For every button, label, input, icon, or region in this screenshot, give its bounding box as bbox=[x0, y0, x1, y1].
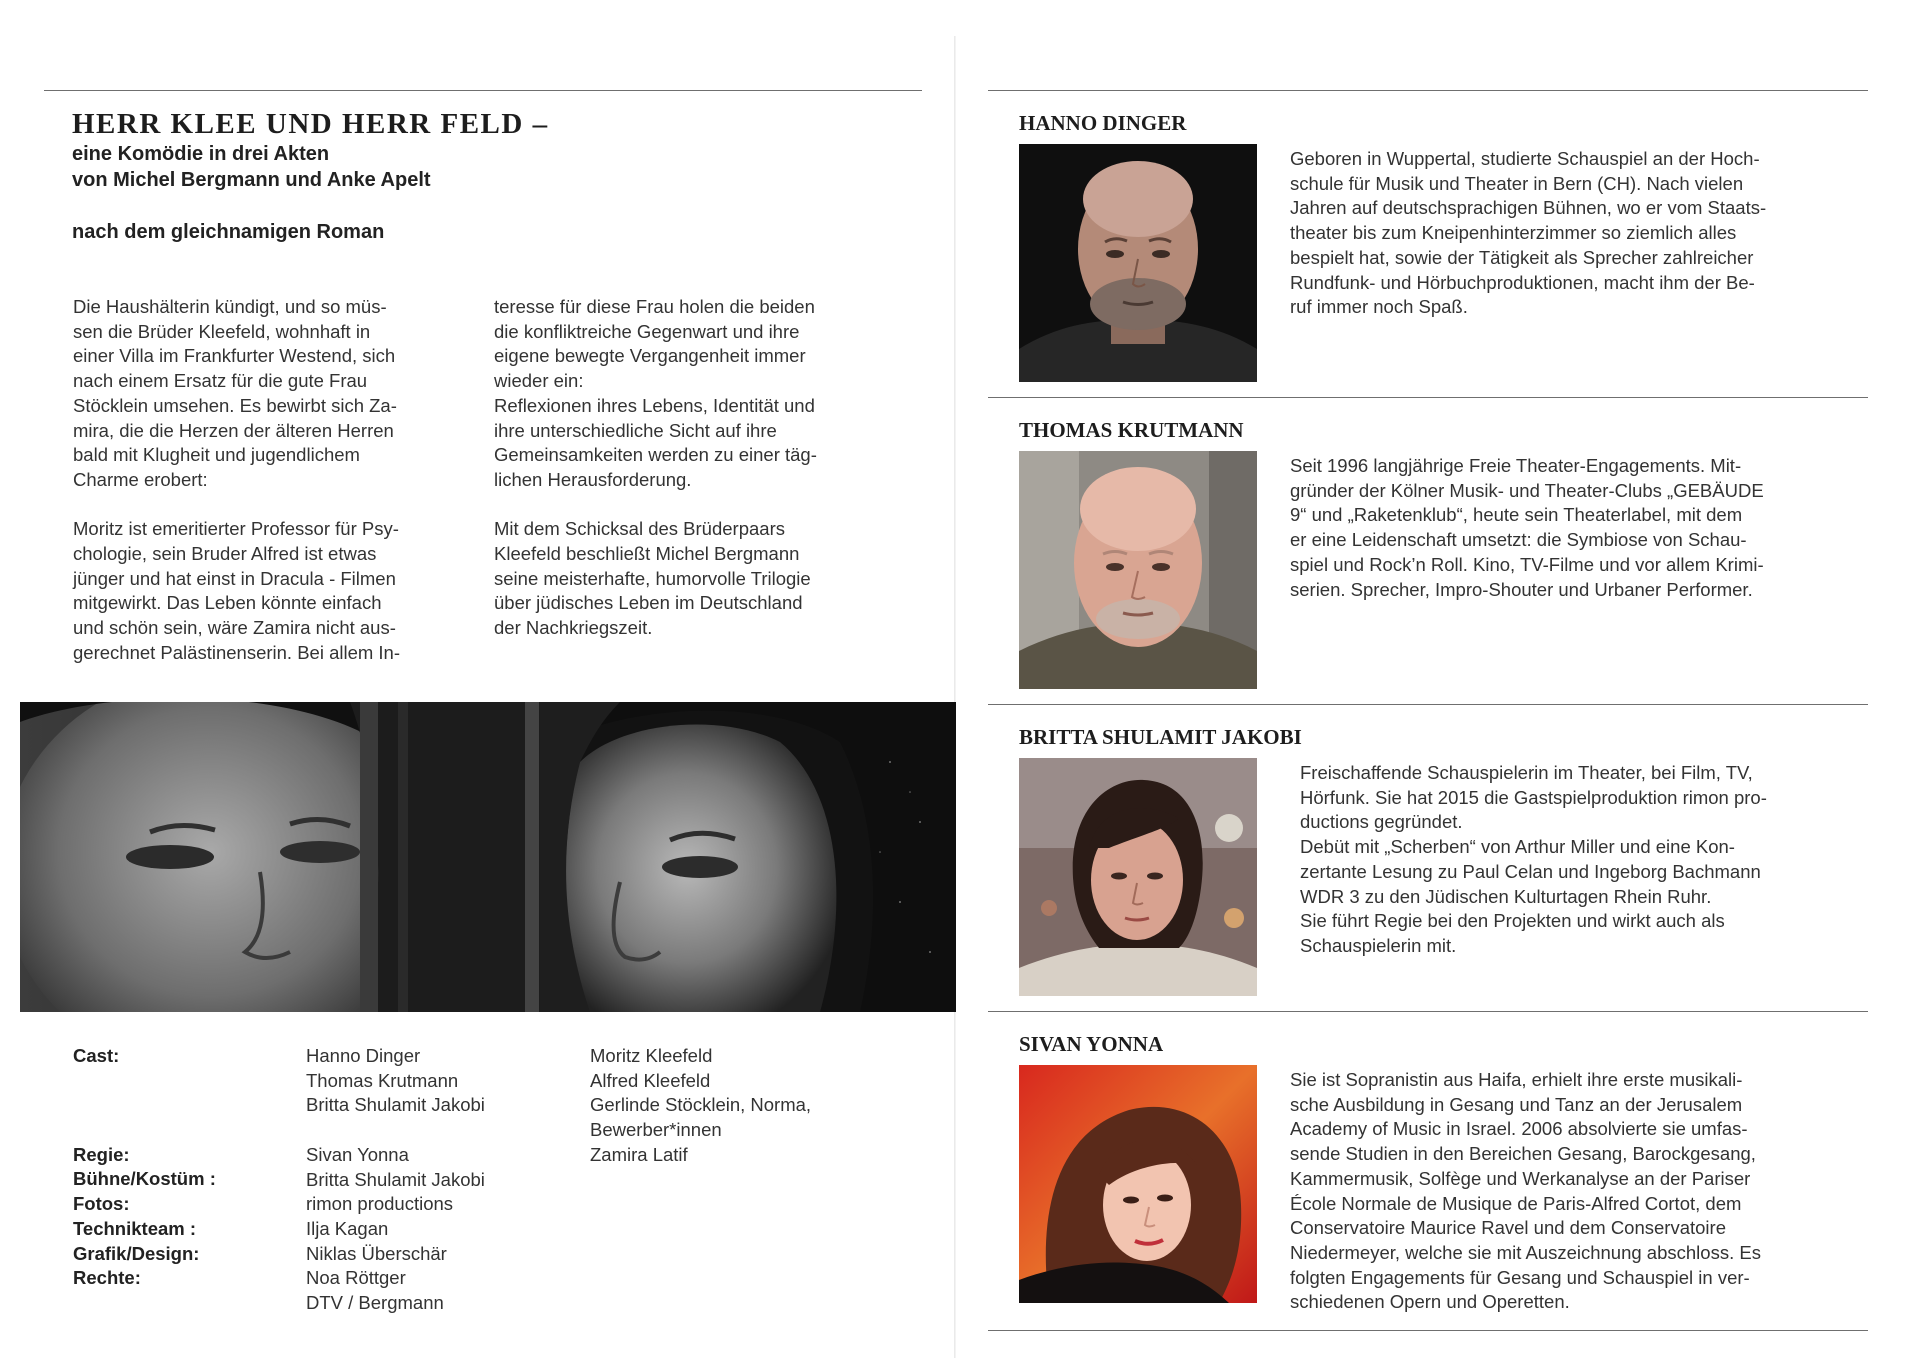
cast-actor: Britta Shulamit Jakobi bbox=[306, 1094, 485, 1116]
actor-rule bbox=[988, 1011, 1868, 1012]
team-value: Noa Röttger bbox=[306, 1267, 406, 1289]
cast-role: Alfred Kleefeld bbox=[590, 1069, 711, 1091]
synopsis-column-2: teresse für diese Frau holen die beiden die konfliktreiche Gegenwart und ihre eigene bewegte Vergangenheit immer wieder ein: Reflexionen ihres Lebens, Identität und ihre unterschiedliche Sicht auf ihre Gemeinsamkeiten werden zu einer täg- lichen Herausforderung. Mit dem Schicksal des Brüderpaars Kleefeld beschließt Michel Bergmann seine meisterhafte, humorvolle Trilogie über jüdisches Leben im Deutschland der Nachkriegszeit. bbox=[494, 296, 817, 639]
production-photo bbox=[20, 702, 956, 1012]
team-value: Ilja Kagan bbox=[306, 1217, 389, 1239]
actor-bio: Geboren in Wuppertal, studierte Schauspiel an der Hoch- schule für Musik und Theater in Bern (CH). Nach vielen Jahren auf deutschsprachigen Bühnen, wo er vom Staats- theater bis zum Kneipenhinterzimmer so ziemlich alles bespielt hat, sowie der Tätigkeit als Sprecher zahlreicher Rundfunk- und Hörbuchproduktionen, macht ihm der Be- ruf immer noch Spaß. bbox=[1290, 148, 1767, 318]
top-rule-left bbox=[44, 90, 922, 91]
cast-role: Gerlinde Stöcklein, Norma, bbox=[590, 1094, 812, 1116]
actor-bio: Freischaffende Schauspielerin im Theater, bei Film, TV, Hörfunk. Sie hat 2015 die Gastspielproduktion rimon pro- ductions gegründet. Debüt mit „Scherben“ von Arthur Miller und eine Kon- zertante Lesung zu Paul Celan und Ingeborg Bachmann WDR 3 zu den Jüdischen Kulturtagen Rhein Ruhr. Sie führt Regie bei den Projekten und wirkt auch als Schauspielerin mit. bbox=[1300, 762, 1767, 956]
team-label: Grafik/Design: bbox=[73, 1242, 200, 1264]
cast-actor: Sivan Yonna bbox=[306, 1143, 409, 1165]
actor-portrait bbox=[1019, 451, 1257, 689]
subtitle-authors: von Michel Bergmann und Anke Apelt bbox=[72, 169, 431, 191]
play-subtitle bbox=[72, 141, 431, 193]
team-value: Britta Shulamit Jakobi bbox=[306, 1168, 485, 1190]
cast-role: Moritz Kleefeld bbox=[590, 1045, 713, 1066]
actor-name: BRITTA SHULAMIT JAKOBI bbox=[1019, 725, 1302, 749]
actor-name: SIVAN YONNA bbox=[1019, 1032, 1164, 1056]
source-note: nach dem gleichnamigen Roman bbox=[72, 221, 385, 243]
team-label: Bühne/Kostüm : bbox=[73, 1168, 216, 1190]
cast-actor: Hanno Dinger bbox=[306, 1045, 421, 1066]
team-label: Regie: bbox=[73, 1143, 130, 1165]
cast-role: Bewerber*innen bbox=[590, 1119, 722, 1141]
team-label: Fotos: bbox=[73, 1193, 130, 1215]
actor-rule bbox=[988, 1330, 1868, 1331]
team-value: Niklas Überschär bbox=[306, 1242, 447, 1264]
team-label: Rechte: bbox=[73, 1267, 141, 1289]
synopsis-column-1: Die Haushälterin kündigt, und so müs- sen die Brüder Kleefeld, wohnhaft in einer Villa im Frankfurter Westend, sich nach einem Ersatz für die gute Frau Stöcklein umsehen. Es bewirbt sich Za- mira, die die Herzen der älteren Herren bald mit Klugheit und jugendlichem Charme erobert: Moritz ist emeritierter Professor für Psy- chologie, sein Bruder Alfred ist etwas jünger und hat einst in Dracula - Filmen mitgewirkt. Das Leben könnte einfach und schön sein, wäre Zamira nicht aus- gerechnet Palästinenserin. Bei allem In- bbox=[73, 296, 401, 663]
actor-bio: Sie ist Sopranistin aus Haifa, erhielt ihre erste musikali- sche Ausbildung in Gesang und Tanz an der Jerusalem Academy of Music in Israel. 2006 absolvierte sie umfas- sende Studien in den Bereichen Gesang, Barockgesang, Kammermusik, Solfège und Werkanalyse an der Pariser École Normale de Musique de Paris-Alfred Cortot, dem Conservatoire Maurice Ravel und dem Conservatoire Niedermeyer, welche sie mit Auszeichnung abschloss. Es folgten Engagements für Gesang und Schauspiel in ver- schiedenen Opern und Operetten. bbox=[1290, 1069, 1761, 1313]
cast-roles bbox=[590, 1044, 890, 1168]
team-value: rimon productions bbox=[306, 1193, 454, 1215]
credits-labels bbox=[73, 1044, 216, 1291]
cast-label: Cast: bbox=[73, 1045, 120, 1066]
cast-actor: Thomas Krutmann bbox=[306, 1069, 459, 1091]
credits-values bbox=[306, 1044, 485, 1316]
actor-rule bbox=[988, 397, 1868, 398]
actor-bio: Seit 1996 langjährige Freie Theater-Engagements. Mit- gründer der Kölner Musik- und Theater-Clubs „GEBÄUDE 9“ und „Raketenklub“, heute sein Theaterlabel, mit dem er eine Leidenschaft umsetzt: die Symbiose von Schau- spiel und Rock’n Roll. Kino, TV-Filme und vor allem Krimi- serien. Sprecher, Impro-Shouter und Urbaner Performer. bbox=[1290, 455, 1764, 600]
actor-portrait bbox=[1019, 144, 1257, 382]
team-label: Technikteam : bbox=[73, 1217, 197, 1239]
team-value: DTV / Bergmann bbox=[306, 1292, 444, 1314]
actor-rule bbox=[988, 704, 1868, 705]
actor-name: THOMAS KRUTMANN bbox=[1019, 418, 1244, 442]
actor-portrait bbox=[1019, 1065, 1257, 1303]
production-photo-image bbox=[20, 702, 956, 1012]
actor-portrait bbox=[1019, 758, 1257, 996]
subtitle-genre: eine Komödie in drei Akten bbox=[72, 143, 330, 165]
actor-rule bbox=[988, 90, 1868, 91]
actor-name: HANNO DINGER bbox=[1019, 111, 1187, 135]
cast-role: Zamira Latif bbox=[590, 1143, 688, 1165]
play-title: HERR KLEE UND HERR FELD – bbox=[72, 108, 549, 140]
